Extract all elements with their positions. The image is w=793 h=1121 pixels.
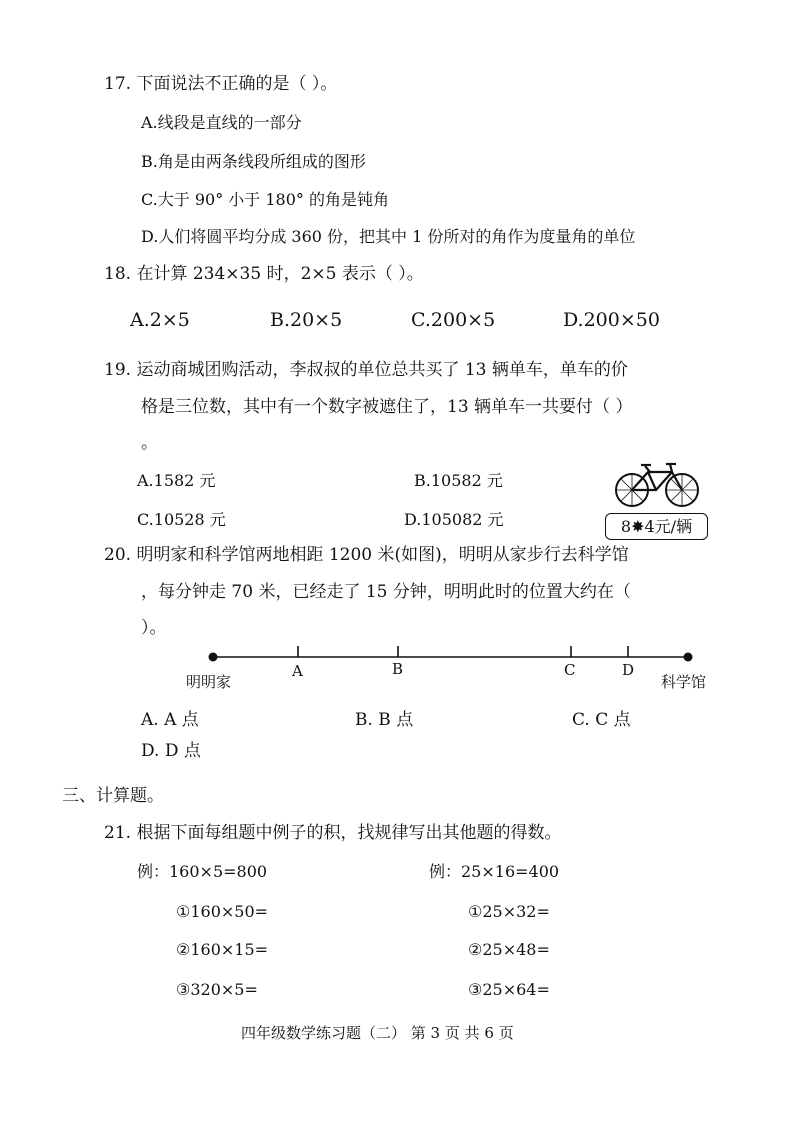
map-label-d: D xyxy=(622,661,635,679)
section-title: 三、计算题。 xyxy=(62,786,164,806)
q20-option-a: A. A 点 xyxy=(141,710,199,730)
map-label-end: 科学馆 xyxy=(661,673,707,691)
q17-stem: 17. 下面说法不正确的是（ ）。 xyxy=(104,74,338,94)
q18-option-c: C.200×5 xyxy=(411,309,496,331)
q21-right-item-3: ③25×64= xyxy=(468,980,550,999)
q19-option-c: C.10528 元 xyxy=(137,510,226,529)
q19-option-d: D.105082 元 xyxy=(404,510,504,529)
q17-option-a: A.线段是直线的一部分 xyxy=(141,113,302,132)
q21-left-example: 例：160×5=800 xyxy=(137,862,268,881)
q20-option-c: C. C 点 xyxy=(572,710,631,730)
bicycle-icon xyxy=(612,460,702,508)
q21-right-example: 例：25×16=400 xyxy=(429,862,560,881)
q18-option-b: B.20×5 xyxy=(270,309,343,331)
q18-option-d: D.200×50 xyxy=(563,309,660,331)
q19-stem-line2: 格是三位数，其中有一个数字被遮住了，13 辆单车一共要付（ ） xyxy=(141,397,633,417)
map-label-c: C xyxy=(564,661,576,679)
q18-stem: 18. 在计算 234×35 时，2×5 表示（ ）。 xyxy=(104,264,424,284)
q21-right-item-2: ②25×48= xyxy=(468,940,550,959)
q18-option-a: A.2×5 xyxy=(130,309,190,331)
map-label-start: 明明家 xyxy=(186,673,232,691)
map-label-b: B xyxy=(392,660,404,678)
q20-stem-line1: 20. 明明家和科学馆两地相距 1200 米(如图)，明明从家步行去科学馆 xyxy=(104,545,629,565)
q21-left-item-2: ②160×15= xyxy=(176,940,269,959)
q17-option-d: D.人们将圆平均分成 360 份，把其中 1 份所对的角作为度量角的单位 xyxy=(141,227,636,246)
q20-option-d: D. D 点 xyxy=(141,741,201,761)
end-dot xyxy=(684,653,693,662)
q21-stem: 21. 根据下面每组题中例子的积，找规律写出其他题的得数。 xyxy=(104,823,562,843)
q21-left-item-1: ①160×50= xyxy=(176,902,269,921)
price-tag: 8✸4元/辆 xyxy=(605,513,708,540)
q17-option-b: B.角是由两条线段所组成的图形 xyxy=(141,152,366,171)
map-label-a: A xyxy=(292,662,303,680)
q17-option-c: C.大于 90° 小于 180° 的角是钝角 xyxy=(141,190,390,209)
q21-right-item-1: ①25×32= xyxy=(468,902,550,921)
q20-option-b: B. B 点 xyxy=(355,710,414,730)
q19-stem-line1: 19. 运动商城团购活动，李叔叔的单位总共买了 13 辆单车，单车的价 xyxy=(104,360,628,380)
start-dot xyxy=(209,653,218,662)
page-footer: 四年级数学练习题（二） 第 3 页 共 6 页 xyxy=(241,1024,514,1042)
q20-stem-line3: ）。 xyxy=(141,618,167,638)
q20-stem-line2: ，每分钟走 70 米，已经走了 15 分钟，明明此时的位置大约在（ xyxy=(141,582,631,602)
q19-option-a: A.1582 元 xyxy=(137,471,216,490)
q19-option-b: B.10582 元 xyxy=(414,471,503,490)
q19-stem-line3: 。 xyxy=(141,433,158,453)
q21-left-item-3: ③320×5= xyxy=(176,980,258,999)
